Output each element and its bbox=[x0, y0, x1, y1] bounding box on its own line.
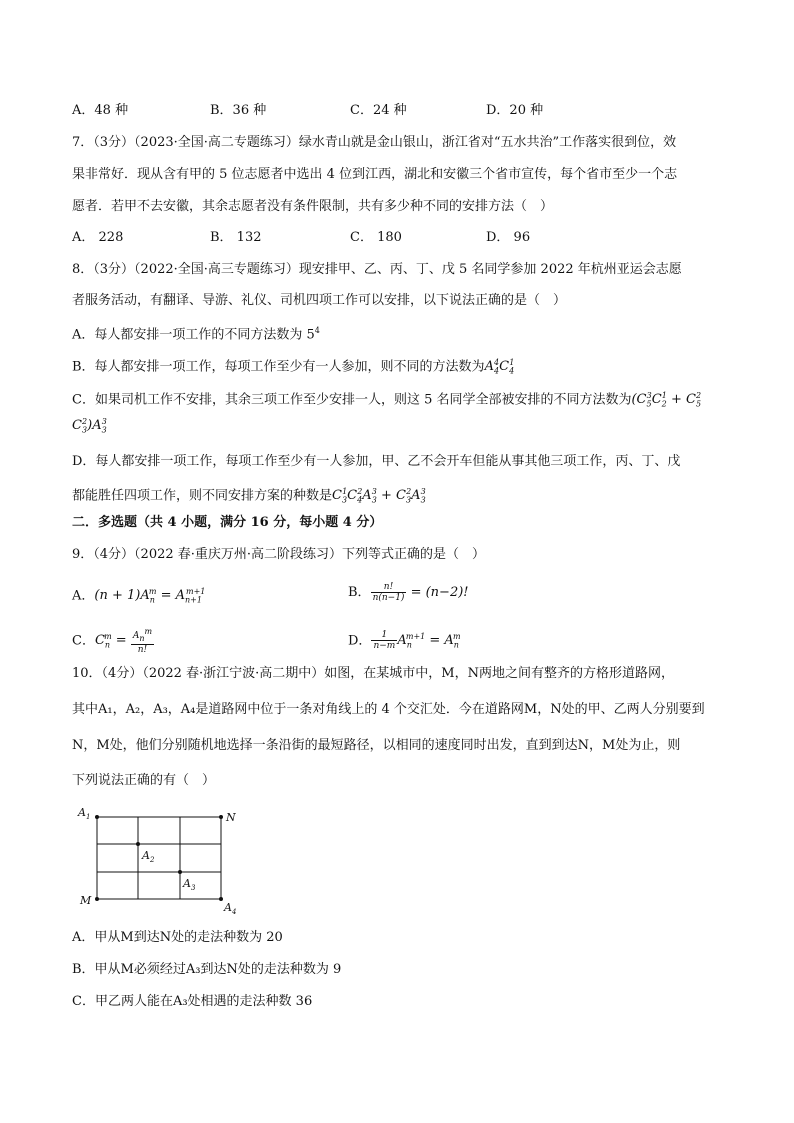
q8-option-a-exponent: 4 bbox=[314, 326, 320, 335]
q9-option-c[interactable] bbox=[72, 627, 154, 656]
q8-option-c-line1[interactable] bbox=[72, 386, 701, 415]
q9-option-b-rhs: = (n−2)! bbox=[406, 585, 469, 600]
label-m: M bbox=[80, 894, 92, 907]
q7-options bbox=[72, 228, 732, 248]
grid-labels bbox=[77, 806, 236, 914]
q9-option-b-label: B． bbox=[348, 585, 371, 600]
q9-option-b-fraction: $\frac{n!}{n(n-1)}$ bbox=[372, 582, 405, 603]
label-n: N bbox=[226, 811, 236, 824]
grid-dots bbox=[95, 815, 223, 901]
q7-option-b[interactable]: B． 132 bbox=[210, 230, 262, 245]
label-a1: $A_1$ bbox=[78, 806, 91, 821]
road-grid-figure bbox=[72, 802, 252, 914]
q9-options-row2 bbox=[72, 627, 732, 655]
q8-stem-line1: 8．（3分）（2022·全国·高三专题练习）现安排甲、乙、丙、丁、戊 5 名同学参加 2022 年杭州亚运会志愿 bbox=[72, 262, 682, 277]
q8-option-c-formula-part1: ($C_5^3C_2^1 + C_5^2$ bbox=[631, 391, 702, 409]
q9-options-row1 bbox=[72, 582, 732, 605]
q9-option-d-label: D． bbox=[348, 633, 372, 649]
q7-option-d[interactable]: D． 96 bbox=[486, 230, 531, 245]
q6-options bbox=[72, 101, 732, 121]
q8-option-a[interactable] bbox=[72, 321, 320, 345]
q10-stem-line1: 10．（4分）（2022 春·浙江宁波·高二期中）如图，在某城市中，M，N两地之间有整齐的方格形道路网， bbox=[72, 666, 674, 681]
q8-option-b-text: B．每人都安排一项工作，每项工作至少有一人参加，则不同的方法数为 bbox=[72, 359, 485, 375]
q9-option-a-label: A． bbox=[72, 588, 95, 604]
q6-option-a[interactable]: A．48 种 bbox=[72, 103, 129, 118]
q8-option-a-text: A．每人都安排一项工作的不同方法数为 5 bbox=[72, 327, 315, 343]
q8-option-b[interactable] bbox=[72, 353, 514, 382]
q9-option-d-fraction: $\frac{1}{n-m}$ bbox=[373, 630, 396, 652]
q8-option-b-formula: $A_4^4C_4^1$ bbox=[484, 358, 515, 376]
q7-stem-line3: 愿者．若甲不去安徽，其余志愿者没有条件限制，共有多少种不同的安排方法（ ） bbox=[72, 199, 554, 214]
label-a4: $A_4$ bbox=[224, 901, 237, 914]
q10-option-a[interactable]: A．甲从M到达N处的走法种数为 20 bbox=[72, 930, 283, 945]
q8-option-c-formula-part2: $C_3^2)A_3^3$ bbox=[72, 417, 107, 435]
q6-option-c[interactable]: C．24 种 bbox=[350, 103, 407, 118]
q8-option-d-text: 都能胜任四项工作，则不同安排方案的种数是 bbox=[72, 488, 333, 504]
point-a4 bbox=[219, 897, 223, 901]
q9-option-c-label: C． bbox=[72, 633, 95, 649]
point-a3 bbox=[178, 870, 182, 874]
point-m bbox=[95, 897, 99, 901]
q10-stem-line2: 其中A₁，A₂，A₃，A₄是道路网中位于一条对角线上的 4 个交汇处．今在道路网M，N处的甲、乙两人分别要到 bbox=[72, 702, 705, 717]
q7-option-a[interactable]: A． 228 bbox=[72, 230, 124, 245]
q7-option-c[interactable]: C． 180 bbox=[350, 230, 402, 245]
q7-stem-line2: 果非常好．现从含有甲的 5 位志愿者中选出 4 位到江西，湖北和安徽三个省市宣传，每个省市至少一个志 bbox=[72, 167, 678, 182]
q6-option-d[interactable]: D．20 种 bbox=[486, 103, 544, 118]
q8-option-c-text: C．如果司机工作不安排，其余三项工作至少安排一人，则这 5 名同学全部被安排的不同方法数为 bbox=[72, 392, 632, 408]
q9-option-c-lhs: $C_n^m$ = bbox=[94, 632, 131, 650]
section-heading-multiple-choice: 二．多选题（共 4 小题，满分 16 分，每小题 4 分） bbox=[72, 515, 383, 530]
q10-stem-line4: 下列说法正确的有（ ） bbox=[72, 773, 216, 788]
q10-option-c[interactable]: C．甲乙两人能在A₃处相遇的走法种数 36 bbox=[72, 994, 313, 1009]
q9-option-a-formula: $(n + 1)A_n^m = A_{n+1}^{m+1}$ bbox=[94, 587, 206, 605]
q9-option-a[interactable] bbox=[72, 582, 205, 611]
label-a2: $A_2$ bbox=[142, 849, 155, 864]
q10-option-b[interactable]: B．甲从M必须经过A₃到达N处的走法种数为 9 bbox=[72, 962, 342, 977]
q10-stem-line3: N，M处，他们分别随机地选择一条沿街的最短路径，以相同的速度同时出发，直到到达N，M处为止，则 bbox=[72, 738, 681, 753]
point-a2 bbox=[136, 842, 140, 846]
road-grid-svg bbox=[72, 802, 252, 914]
q8-option-d-line2 bbox=[72, 482, 426, 511]
q9-option-c-fraction: $\frac{A_n^m}{n!}$ bbox=[132, 627, 153, 655]
q8-stem-line2: 者服务活动，有翻译、导游、礼仪、司机四项工作可以安排，以下说法正确的是（ ） bbox=[72, 293, 567, 308]
q8-option-d-formula: $C_3^1C_4^2A_3^3 + C_3^2A_3^3$ bbox=[332, 487, 426, 505]
q9-option-b[interactable] bbox=[348, 582, 469, 603]
q7-stem-line1: 7．（3分）（2023·全国·高二专题练习）绿水青山就是金山银山，浙江省对“五水共治”工作落实很到位，效 bbox=[72, 135, 677, 150]
q9-option-d-rhs: $A_n^{m+1} = A_n^m$ bbox=[397, 632, 461, 650]
label-a3: $A_3$ bbox=[183, 877, 196, 892]
q9-option-d[interactable] bbox=[348, 627, 461, 656]
q6-option-b[interactable]: B．36 种 bbox=[210, 103, 267, 118]
point-n bbox=[219, 815, 223, 819]
q8-option-c-line2 bbox=[72, 412, 107, 441]
grid-lines bbox=[97, 817, 221, 899]
grid-outer-border bbox=[97, 817, 221, 899]
point-a1 bbox=[95, 815, 99, 819]
q8-option-d-line1[interactable]: D．每人都安排一项工作，每项工作至少有一人参加，甲、乙不会开车但能从事其他三项工作，丙、丁、戊 bbox=[72, 454, 681, 469]
q9-stem: 9．（4分）（2022 春·重庆万州·高二阶段练习）下列等式正确的是（ ） bbox=[72, 547, 486, 562]
